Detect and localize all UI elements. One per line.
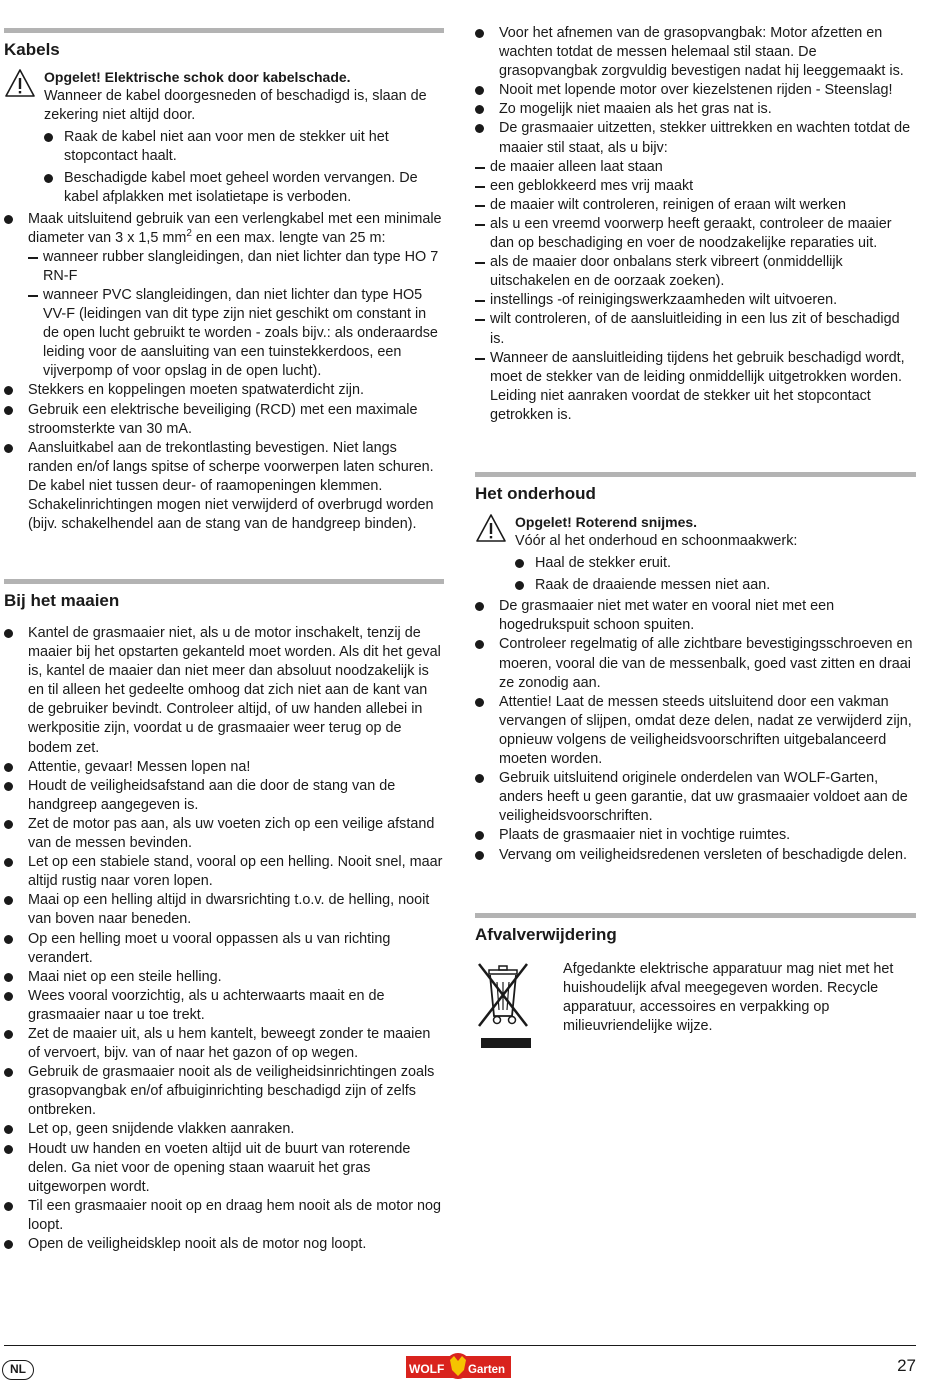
bullet-dot — [4, 1068, 13, 1077]
section-rule — [475, 472, 916, 477]
list-item: Gebruik de grasmaaier nooit als de veiligheidsinrichtingen zoals grasopvangbak en/of afbuiginrichting beschadigd zijn of zelfs ontbreken. — [4, 1063, 444, 1120]
bullet-dot — [4, 992, 13, 1001]
bullet-dot — [475, 698, 484, 707]
bullet-dot — [475, 124, 484, 133]
list-item: Kantel de grasmaaier niet, als u de motor inschakelt, tenzij de maaier bij het opstarten gekanteld moet worden. Als dit het geval is, kantel de maaier dan niet meer dan absoluut noodzakelijk is en til alleen het gedeelte omhoog dat zich niet aan de kant van de gebruiker bevindt. Controleer altijd, of uw handen allebei in werkpositie zijn, voordat u de grasmaaier weer terug op de bodem zet. — [4, 624, 444, 758]
list-item: Raak de draaiende messen niet aan. — [515, 576, 916, 595]
list-item: Maai niet op een steile helling. — [4, 968, 444, 987]
section-title-onderhoud: Het onderhoud — [475, 484, 596, 503]
list-item: Zet de maaier uit, als u hem kantelt, beweegt zonder te maaien of vervoert, bijv. van of naar het gazon of op wegen. — [4, 1025, 444, 1063]
warning-triangle-icon — [4, 68, 36, 98]
warning-title: Opgelet! Elektrische schok door kabelschade. — [44, 69, 351, 85]
bullet-dot — [515, 559, 524, 568]
list-item: Attentie! Laat de messen steeds uitsluitend door een vakman vervangen of slijpen, omdat deze delen, nadat ze verwijderd zijn, opnieuw volgens de veiligheidsvoorschriften uitgebalanceerd moeten worden. — [475, 693, 916, 769]
section-rule — [4, 579, 444, 584]
list-item: Houdt de veiligheidsafstand aan die door de stang van de handgreep aangegeven is. — [4, 777, 444, 815]
list-item: Til een grasmaaier nooit op en draag hem nooit als de motor nog loopt. — [4, 1197, 444, 1235]
list-item: Op een helling moet u vooral oppassen als u van richting verandert. — [4, 930, 444, 968]
afval-text: Afgedankte elektrische apparatuur mag niet met het huishoudelijk afval meegegeven worden. Recycle apparatuur, accessoires en verpakking op milieuvriendelijke wijze. — [563, 961, 894, 1035]
warning-block — [4, 68, 444, 208]
dash-item: wanneer PVC slangleidingen, dan niet lichter dan type HO5 VV-F (leidingen van dit type zijn niet geschikt om constant in de open lucht gebruikt te worden - zoals bijv.: als onderaardse leiding voor de aansluiting van een tuinstekkerdoos, een vijverpomp of voor opslag in de open lucht). — [28, 286, 444, 381]
list-item: Houdt uw handen en voeten altijd uit de buurt van roterende delen. Ga niet voor de opening staan waaruit het gras uitgeworpen wordt. — [4, 1140, 444, 1197]
bullet-dot — [4, 386, 13, 395]
bullet-dot — [4, 896, 13, 905]
bullet-dot — [4, 820, 13, 829]
section-kabels — [4, 28, 444, 534]
section-title-kabels: Kabels — [4, 40, 60, 59]
afval-block — [475, 960, 916, 1060]
list-item: Open de veiligheidsklep nooit als de motor nog loopt. — [4, 1235, 444, 1254]
list-item: Zo mogelijk niet maaien als het gras nat is. — [475, 100, 916, 119]
list-item: Attentie, gevaar! Messen lopen na! — [4, 758, 444, 777]
svg-text:WOLF: WOLF — [409, 1362, 445, 1376]
section-title-afval: Afvalverwijdering — [475, 925, 617, 944]
bullet-dot — [44, 133, 53, 142]
dash-item: een geblokkeerd mes vrij maakt — [475, 177, 916, 196]
section-continued — [475, 24, 916, 425]
dash-item: wilt controleren, of de aansluitleiding in een lus zit of beschadigd is. — [475, 310, 916, 348]
bullet-dot — [4, 444, 13, 453]
bullet-dot — [4, 1145, 13, 1154]
bullet-dot — [475, 640, 484, 649]
list-item: Let op, geen snijdende vlakken aanraken. — [4, 1120, 444, 1139]
list-item: Nooit met lopende motor over kiezelstenen rijden - Steenslag! — [475, 81, 916, 100]
list-item: Gebruik uitsluitend originele onderdelen van WOLF-Garten, anders heeft u geen garantie, dat uw grasmaaier voldoet aan de veiligheidsvoorschriften. — [475, 769, 916, 826]
dash-item: de maaier wilt controleren, reinigen of eraan wilt werken — [475, 196, 916, 215]
list-item: Plaats de grasmaaier niet in vochtige ruimtes. — [475, 826, 916, 845]
warning-text: Vóór al het onderhoud en schoonmaakwerk: — [515, 533, 798, 549]
section-afval — [475, 913, 916, 1060]
bullet-dot — [515, 581, 524, 590]
list-item: Haal de stekker eruit. — [515, 554, 916, 573]
bullet-dot — [4, 406, 13, 415]
list-item: Aansluitkabel aan de trekontlasting bevestigen. Niet langs randen en/of langs spitse of scherpe voorwerpen laten schuren. De kabel niet tussen deur- of raamopeningen klemmen. Schakelinrichtingen mogen niet verwijderd of overbrugd worden (bijv. schakelhendel aan de stang van de handgreep binden). — [4, 439, 444, 534]
bullet-dot — [475, 86, 484, 95]
bullet-dot — [4, 782, 13, 791]
list-item: De grasmaaier niet met water en vooral niet met een hogedrukspuit schoon spuiten. — [475, 597, 916, 635]
list-item: De grasmaaier uitzetten, stekker uittrekken en wachten totdat de maaier stil staat, als u bijv: — [475, 119, 916, 157]
section-rule — [4, 28, 444, 33]
bullet-dot — [4, 935, 13, 944]
warning-text: Wanneer de kabel doorgesneden of beschadigd is, slaan de zekering niet altijd door. — [44, 88, 427, 124]
warning-block — [475, 513, 916, 595]
bullet-dot — [44, 174, 53, 183]
list-item: Voor het afnemen van de grasopvangbak: Motor afzetten en wachten totdat de messen helemaal stil staan. De grasopvangbak zorgvuldig bevestigen nadat hij leeggemaakt is. — [475, 24, 916, 81]
bullet-dot — [4, 1202, 13, 1211]
section-title-maaien: Bij het maaien — [4, 591, 120, 610]
bullet-dot — [4, 763, 13, 772]
language-badge: NL — [2, 1360, 34, 1380]
dash-item: wanneer rubber slangleidingen, dan niet lichter dan type HO 7 RN-F — [28, 248, 444, 286]
warning-triangle-icon — [475, 513, 507, 543]
list-item: Zet de motor pas aan, als uw voeten zich op een veilige afstand van de messen bevinden. — [4, 815, 444, 853]
list-item: Raak de kabel niet aan voor men de stekker uit het stopcontact haalt. — [44, 128, 444, 166]
bullet-dot — [4, 973, 13, 982]
bullet-dot — [4, 1125, 13, 1134]
list-item: Stekkers en koppelingen moeten spatwaterdicht zijn. — [4, 381, 444, 400]
dash-item: instellings -of reinigingswerkzaamheden wilt uitvoeren. — [475, 291, 916, 310]
bullet-dot — [475, 774, 484, 783]
section-maaien — [4, 579, 444, 1254]
bullet-dot — [475, 29, 484, 38]
bullet-dot — [4, 629, 13, 638]
list-item: Vervang om veiligheidsredenen versleten of beschadigde delen. — [475, 846, 916, 865]
footer-rule — [4, 1345, 916, 1346]
onderhoud-list — [475, 597, 916, 864]
dash-item: als u een vreemd voorwerp heeft geraakt, controleer de maaier dan op beschadiging en voer de noodzakelijke reparaties uit. — [475, 215, 916, 253]
list-item: Let op een stabiele stand, vooral op een helling. Nooit snel, maar altijd rustig naar voren lopen. — [4, 853, 444, 891]
bullet-dot — [4, 215, 13, 224]
section-rule — [475, 913, 916, 918]
page-number: 27 — [897, 1356, 916, 1375]
list-item: Gebruik een elektrische beveiliging (RCD) met een maximale stroomsterkte van 30 mA. — [4, 401, 444, 439]
section-onderhoud — [475, 472, 916, 865]
dash-item: de maaier alleen laat staan — [475, 158, 916, 177]
bullet-dot — [475, 851, 484, 860]
crossed-bin-icon — [475, 960, 533, 1052]
bullet-dot — [475, 831, 484, 840]
bullet-dot — [4, 1240, 13, 1249]
maaien-list — [4, 624, 444, 1254]
list-item: Maak uitsluitend gebruik van een verlengkabel met een minimale diameter van 3 x 1,5 $mm^2$ en een max. lengte van 25 m: wanneer rubber slangleidingen, dan niet lichter dan type HO 7 RN-F wanneer PVC slangleidingen, dan niet lichter dan type HO5 VV-F (leidingen van dit type zijn niet geschikt om constant in de open lucht gebruikt te worden - zoals bijv.: als onderaardse leiding voor de aansluiting van een tuinstekkerdoos, een vijverpomp of voor opslag in de open lucht). — [4, 210, 444, 382]
list-item: Beschadigde kabel moet geheel worden vervangen. De kabel afplakken met isolatietape is verboden. — [44, 169, 444, 207]
bullet-dot — [475, 602, 484, 611]
bullet-dot — [475, 105, 484, 114]
bullet-dot — [4, 1030, 13, 1039]
dash-item: als de maaier door onbalans sterk vibreert (onmiddellijk uitschakelen en de oorzaak zoeken). — [475, 253, 916, 291]
list-item: Maai op een helling altijd in dwarsrichting t.o.v. de helling, nooit van boven naar beneden. — [4, 891, 444, 929]
warning-title: Opgelet! Roterend snijmes. — [515, 514, 698, 530]
bullet-dot — [4, 858, 13, 867]
list-item: Wees vooral voorzichtig, als u achterwaarts maait en de grasmaaier naar u toe trekt. — [4, 987, 444, 1025]
svg-text:Garten: Garten — [468, 1364, 506, 1376]
wolf-garten-logo — [406, 1352, 511, 1382]
list-item: Controleer regelmatig of alle zichtbare bevestigingsschroeven en moeren, vooral die van de messenbalk, goed vast zitten en draai ze zonodig aan. — [475, 635, 916, 692]
dash-item: Wanneer de aansluitleiding tijdens het gebruik beschadigd wordt, moet de stekker van de leiding onmiddellijk uitgetrokken worden. Leiding niet aanraken voordat de stekker uit het stopcontact getrokken is. — [475, 349, 916, 425]
